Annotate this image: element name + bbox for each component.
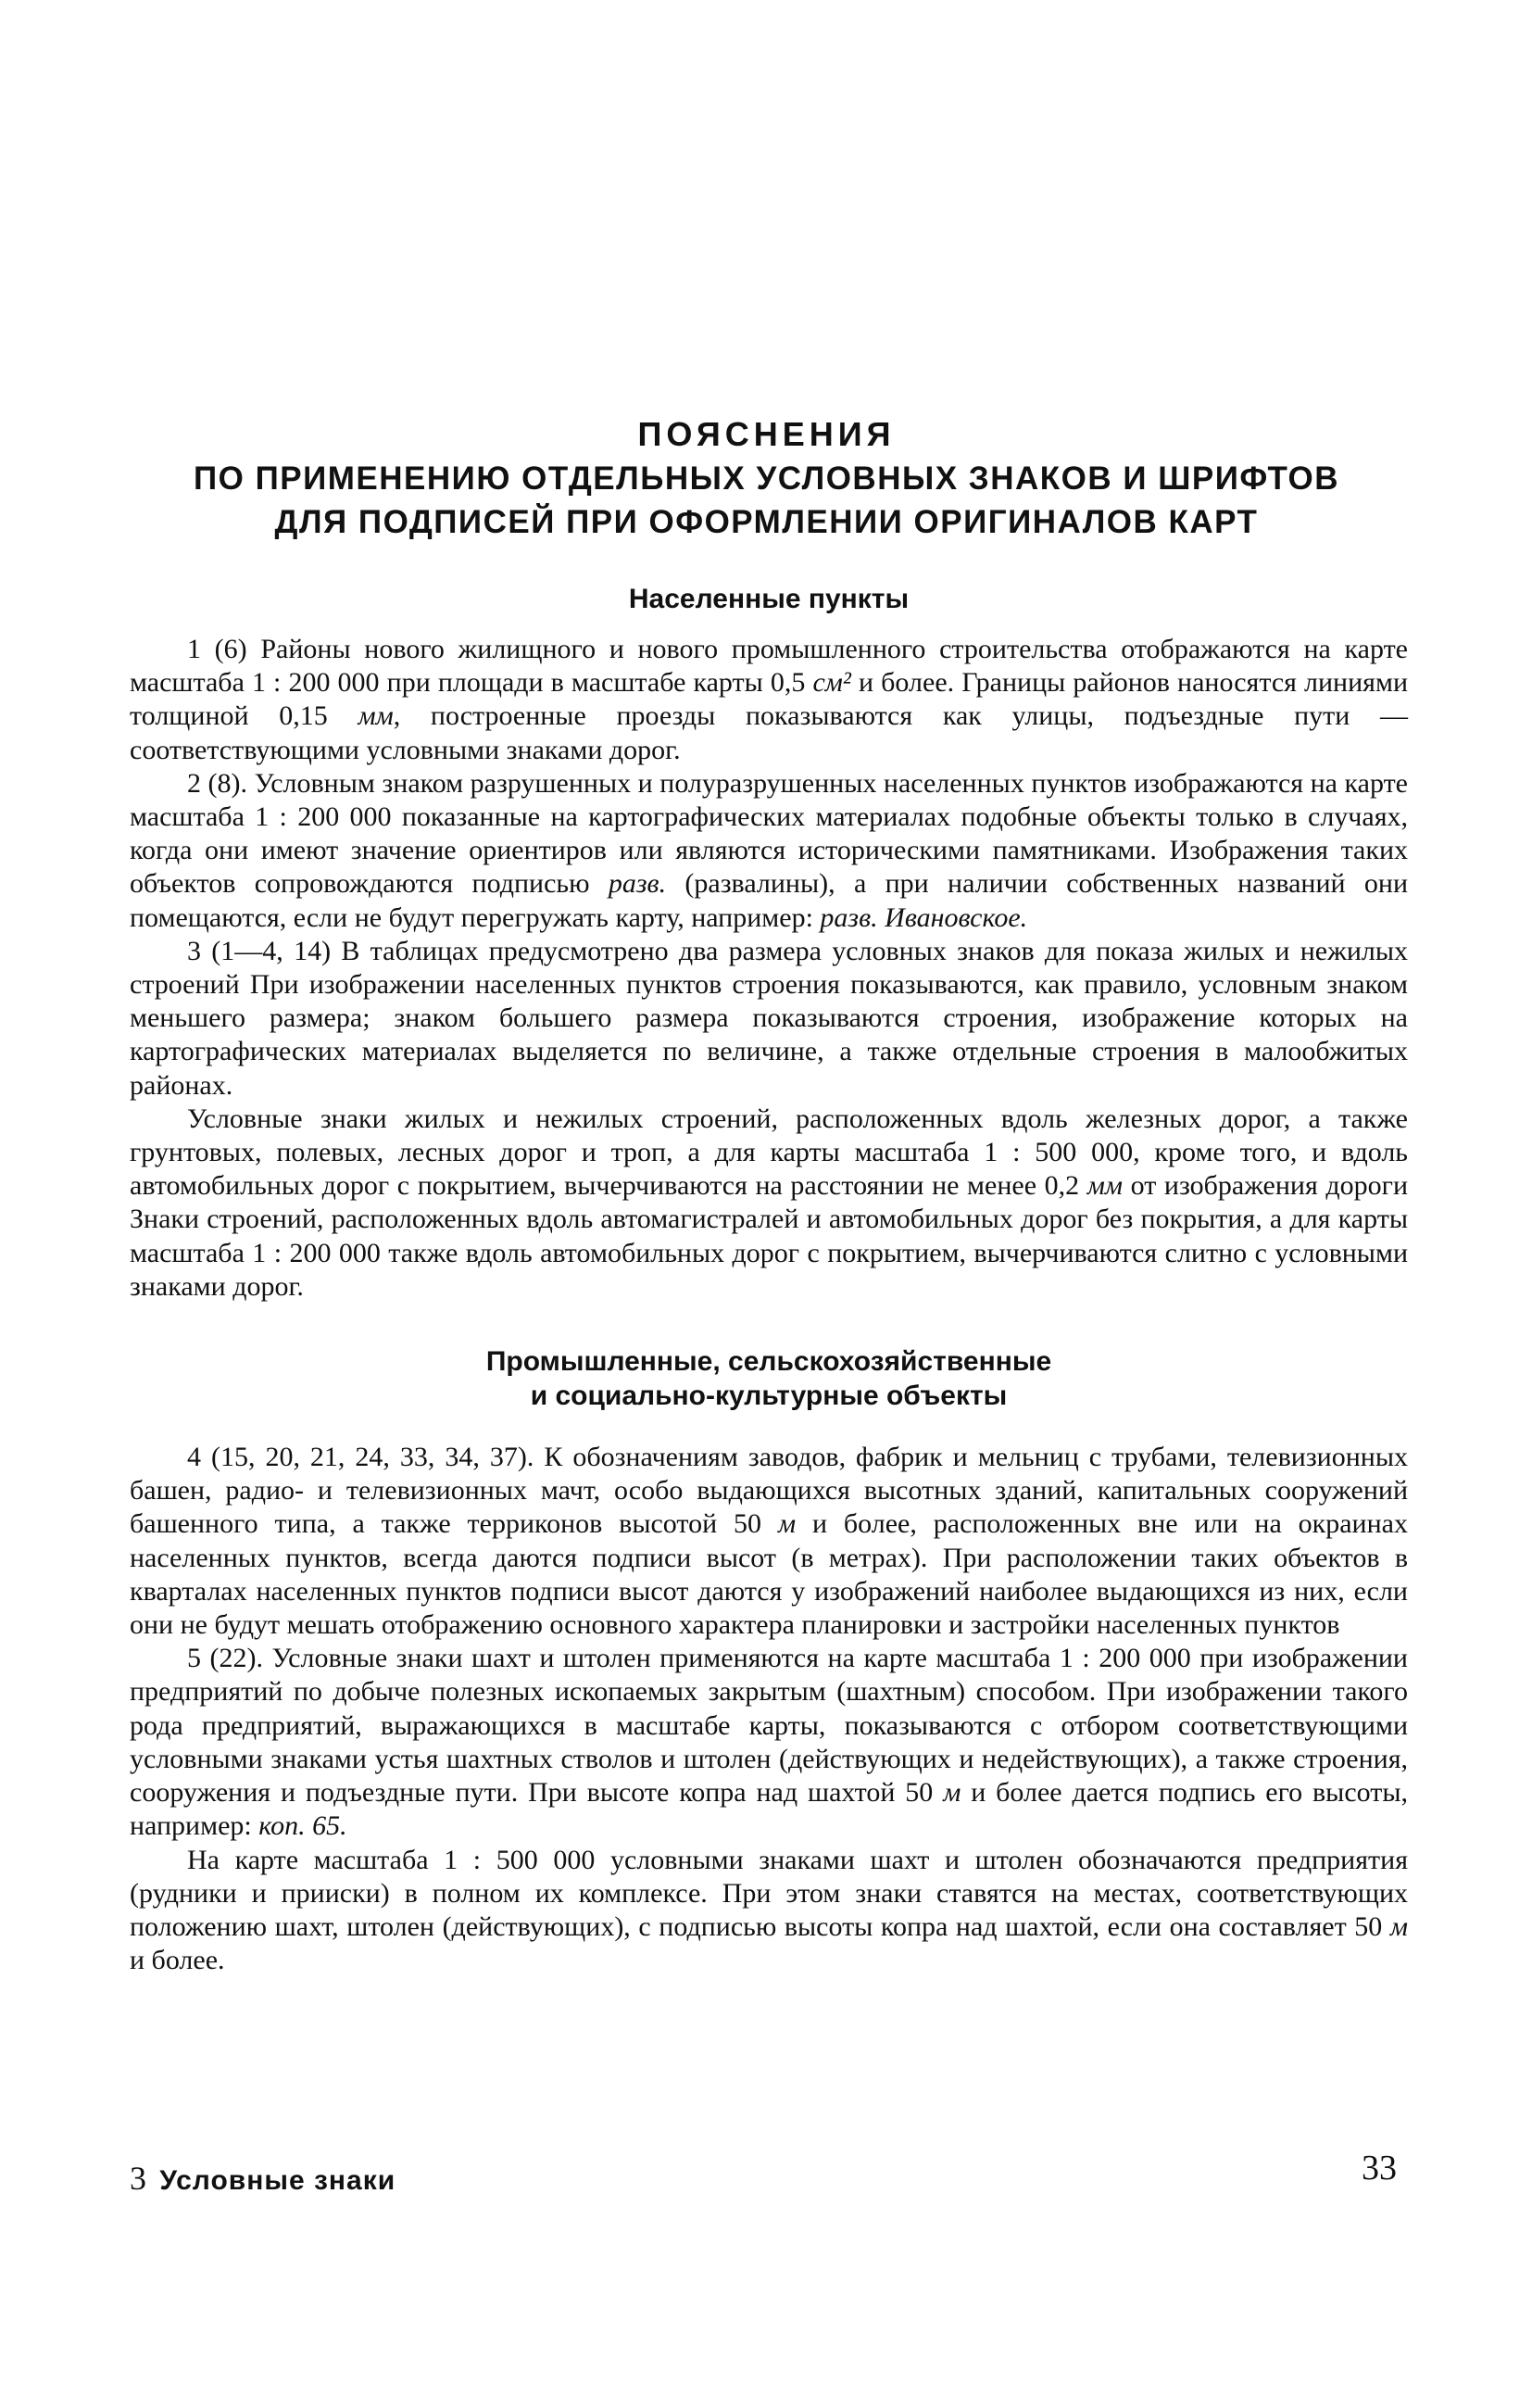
paragraph-3: 3 (1—4, 14) В таблицах предусмотрено два размера условных знаков для показа жилых и нежилых строений При изображении населенных пунктов строения показываются, как правило, условным знаком меньшего размера; знаком большего размера показываются строения, изображение которых на картографических материалах выделяется по величине, а также отдельные строения в малообжитых районах.: [130, 935, 1408, 1101]
page-number: 33: [1362, 2149, 1397, 2187]
paragraph-5: 4 (15, 20, 21, 24, 33, 34, 37). К обозначениям заводов, фабрик и мельниц с трубами, телевизионных башен, радио- и телевизионных мачт, особо выдающихся высотных зданий, капитальных сооружений башенного типа, а также терриконов высотой 50 м и более, расположенных вне или на окраинах населенных пунктов, всегда даются подписи высот (в метрах). При расположении таких объектов в кварталах населенных пунктов подписи высот даются у изображений наиболее выдающихся из них, если они не будут мешать отображению основного характера планировки и застройки населенных пунктов: [130, 1442, 1408, 1641]
footer-section-number: 3: [130, 2160, 146, 2197]
paragraph-6: 5 (22). Условные знаки шахт и штолен применяются на карте масштаба 1 : 200 000 при изображении предприятий по добыче полезных ископаемых закрытым (шахтным) способом. При изображении такого рода предприятий, выражающихся в масштабе карты, показываются с отбором соответствующими условными знаками устья шахтных стволов и штолен (действующих и недействующих), а также строения, сооружения и подъездные пути. При высоте копра над шахтой 50 м и более дается подпись его высоты, например: коп. 65.: [130, 1643, 1409, 1842]
paragraph-2: 2 (8). Условным знаком разрушенных и полуразрушенных населенных пунктов изображаются на карте масштаба 1 : 200 000 показанные на картографических материалах подобные объекты только в случаях, когда они имеют значение ориентиров или являются историческими памятниками. Изображения таких объектов сопровождаются подписью разв. (развалины), а при наличии собственных названий они помещаются, если не будут перегружать карту, например: разв. Ивановское.: [130, 767, 1408, 933]
footer-section-name: Условные знаки: [159, 2165, 396, 2196]
section-heading-objects-line-2: и социально-культурные объекты: [530, 1381, 1008, 1412]
heading-block: [120, 412, 1413, 544]
paragraph-1: 1 (6) Районы нового жилищного и нового промышленного строительства отображаются на карте масштаба 1 : 200 000 при площади в масштабе карты 0,5 см² и более. Границы районов наносятся линиями толщиной 0,15 мм, построенные проезды показываются как улицы, подъездные пути — соответствующими условными знаками дорог.: [130, 634, 1408, 765]
page-subtitle-line-2: ДЛЯ ПОДПИСЕЙ ПРИ ОФОРМЛЕНИИ ОРИГИНАЛОВ КАРТ: [274, 504, 1259, 540]
document-body: [130, 582, 1408, 1977]
section-heading-objects-line-1: Промышленные, сельскохозяйственные: [485, 1346, 1052, 1378]
paragraph-4: Условные знаки жилых и нежилых строений, расположенных вдоль железных дорог, а также грунтовых, полевых, лесных дорог и троп, а для карты масштаба 1 : 500 000, кроме того, и вдоль автомобильных дорог с покрытием, вычерчиваются на расстоянии не менее 0,2 мм от изображения дороги Знаки строений, расположенных вдоль автомагистралей и автомобильных дорог без покрытия, а для карты масштаба 1 : 200 000 также вдоль автомобильных дорог с покрытием, вычерчиваются слитно с условными знаками дорог.: [130, 1103, 1408, 1302]
page-subtitle-line-1: ПО ПРИМЕНЕНИЮ ОТДЕЛЬНЫХ УСЛОВНЫХ ЗНАКОВ И ШРИФТОВ: [194, 460, 1339, 497]
footer-section-label: [130, 2159, 396, 2198]
section-heading-settlements: Населенные пункты: [628, 584, 910, 614]
page-title: ПОЯСНЕНИЯ: [637, 415, 896, 453]
paragraph-7: На карте масштаба 1 : 500 000 условными знаками шахт и штолен обозначаются предприятия (рудники и прииски) в полном их комплексе. При этом знаки ставятся на местах, соответствующих положению шахт, штолен (действующих), с подписью высоты копра над шахтой, если она составляет 50 м и более.: [130, 1844, 1408, 1976]
